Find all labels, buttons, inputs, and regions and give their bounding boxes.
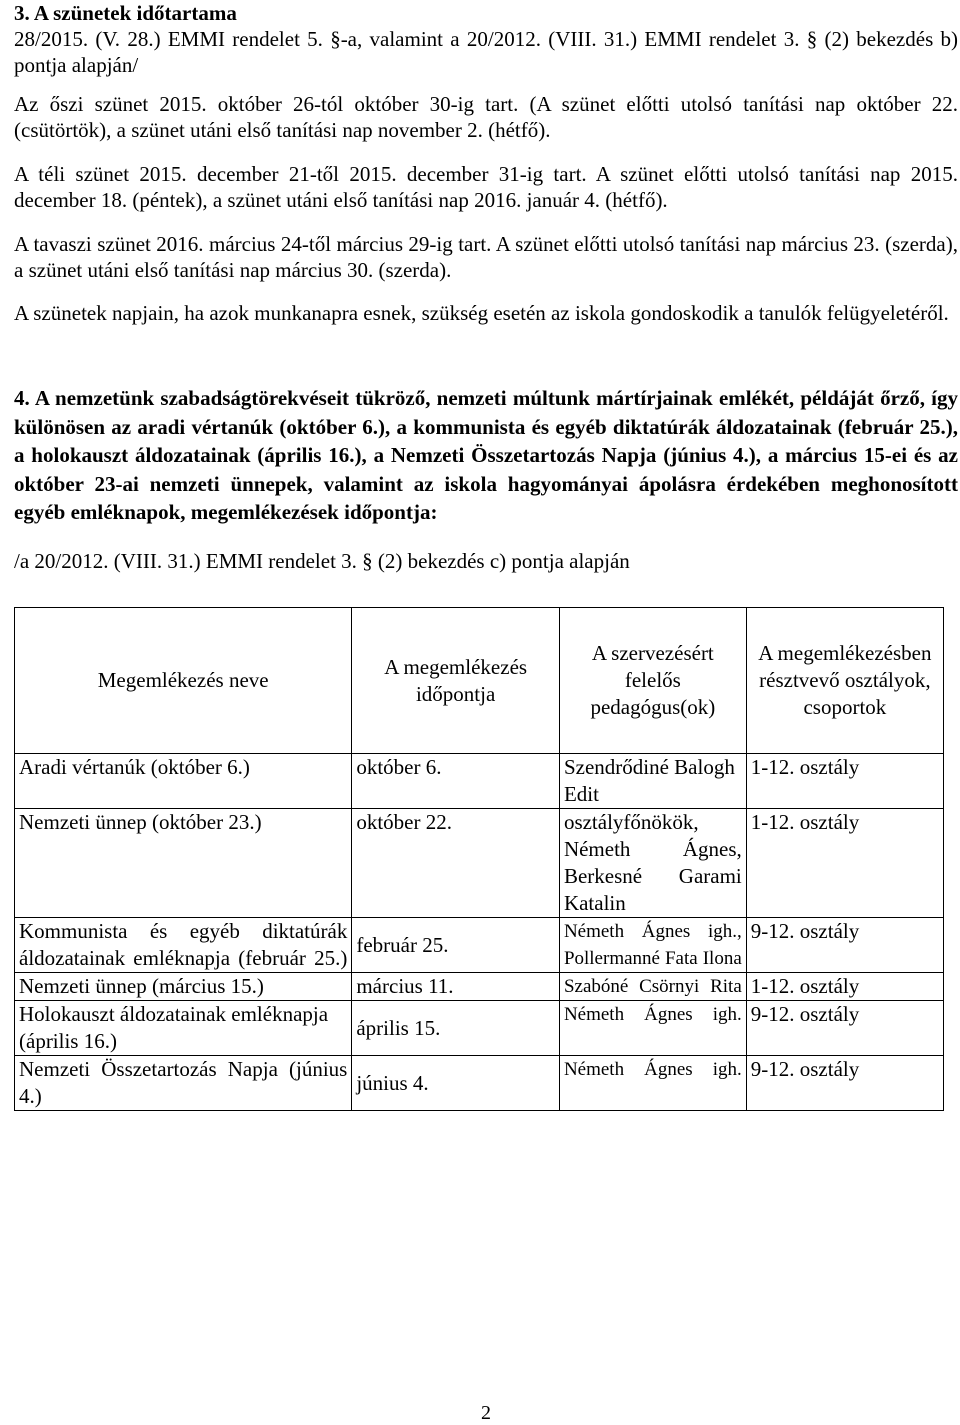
- row-classes: 9-12. osztály: [746, 1056, 943, 1111]
- row-teacher: Németh Ágnes igh., Pollermanné Fata Ilona: [559, 918, 746, 973]
- row-teacher: Szendrődiné Balogh Edit: [559, 754, 746, 809]
- spring-break-paragraph: A tavaszi szünet 2016. március 24-től március 29-ig tart. A szünet előtti utolsó tanítási nap március 23. (szerda), a szünet utáni első tanítási nap március 30. (szerda).: [14, 232, 958, 282]
- table-row: [15, 1056, 944, 1111]
- row-name: Nemzeti ünnep (március 15.): [15, 973, 352, 1001]
- table-row: [15, 754, 944, 809]
- row-name: Nemzeti Összetartozás Napja (június 4.): [15, 1056, 352, 1111]
- section-3-legal-reference: 28/2015. (V. 28.) EMMI rendelet 5. §-a, valamint a 20/2012. (VIII. 31.) EMMI rendelet 3. § (2) bekezdés b) pontja alapján/: [14, 27, 958, 77]
- row-date: április 15.: [352, 1001, 560, 1056]
- row-classes: 9-12. osztály: [746, 1001, 943, 1056]
- row-teacher: Németh Ágnes igh.: [559, 1001, 746, 1056]
- row-teacher: Szabóné Csörnyi Rita: [559, 973, 746, 1001]
- autumn-break-paragraph: Az őszi szünet 2015. október 26-tól október 30-ig tart. (A szünet előtti utolsó tanítási nap október 22. (csütörtök), a szünet utáni első tanítási nap november 2. (hétfő).: [14, 92, 958, 142]
- header-name: Megemlékezés neve: [15, 608, 352, 754]
- supervision-paragraph: A szünetek napjain, ha azok munkanapra esnek, szükség esetén az iskola gondoskodik a tanulók felügyeletéről.: [14, 301, 949, 325]
- row-name: Kommunista és egyéb diktatúrák áldozatainak emléknapja (február 25.): [15, 918, 352, 973]
- table-row: [15, 918, 944, 973]
- row-name: Holokauszt áldozatainak emléknapja (április 16.): [15, 1001, 352, 1056]
- commemorations-table: [14, 607, 944, 1111]
- header-teacher: A szervezésért felelős pedagógus(ok): [559, 608, 746, 754]
- row-date: október 22.: [352, 809, 560, 918]
- row-classes: 1-12. osztály: [746, 809, 943, 918]
- row-date: március 11.: [352, 973, 560, 1001]
- row-teacher: Németh Ágnes igh.: [559, 1056, 746, 1111]
- row-classes: 1-12. osztály: [746, 973, 943, 1001]
- row-date: október 6.: [352, 754, 560, 809]
- table-row: [15, 809, 944, 918]
- row-name: Nemzeti ünnep (október 23.): [15, 809, 352, 918]
- page-number: 2: [481, 1402, 491, 1424]
- row-date: június 4.: [352, 1056, 560, 1111]
- header-date: A megemlékezés időpontja: [352, 608, 560, 754]
- section-4-heading: [14, 384, 958, 527]
- section-3-title: 3. A szünetek időtartama: [14, 1, 237, 25]
- table-row: [15, 973, 944, 1001]
- table-header-row: [15, 608, 944, 754]
- row-classes: 9-12. osztály: [746, 918, 943, 973]
- row-teacher: osztályfőnökök, Németh Ágnes, Berkesné Garami Katalin: [559, 809, 746, 918]
- table-row: [15, 1001, 944, 1056]
- row-classes: 1-12. osztály: [746, 754, 943, 809]
- header-classes: A megemlékezésben résztvevő osztályok, csoportok: [746, 608, 943, 754]
- section-4-heading-text: A nemzetünk szabadságtörekvéseit tükröző, nemzeti múltunk mártírjainak emlékét, példáját őrző, így különösen az aradi vértanúk (október 6.), a kommunista és egyéb diktatúrák áldozatainak (február 25.), a holokauszt áldozatainak (április 16.), a Nemzeti Összetartozás Napja (június 4.), a március 15-ei és az október 23-ai nemzeti ünnepek, valamint az iskola hagyományai ápolásra érdekében meghonosított egyéb emléknapok, megemlékezések időpontja:: [14, 386, 959, 524]
- row-name: Aradi vértanúk (október 6.): [15, 754, 352, 809]
- row-date: február 25.: [352, 918, 560, 973]
- winter-break-paragraph: A téli szünet 2015. december 21-től 2015. december 31-ig tart. A szünet előtti utolsó tanítási nap 2015. december 18. (péntek), a szünet utáni első tanítási nap 2016. január 4. (hétfő).: [14, 162, 958, 212]
- section-4-legal-reference: /a 20/2012. (VIII. 31.) EMMI rendelet 3. § (2) bekezdés c) pontja alapján: [14, 549, 630, 573]
- section-4-number: 4.: [14, 386, 30, 410]
